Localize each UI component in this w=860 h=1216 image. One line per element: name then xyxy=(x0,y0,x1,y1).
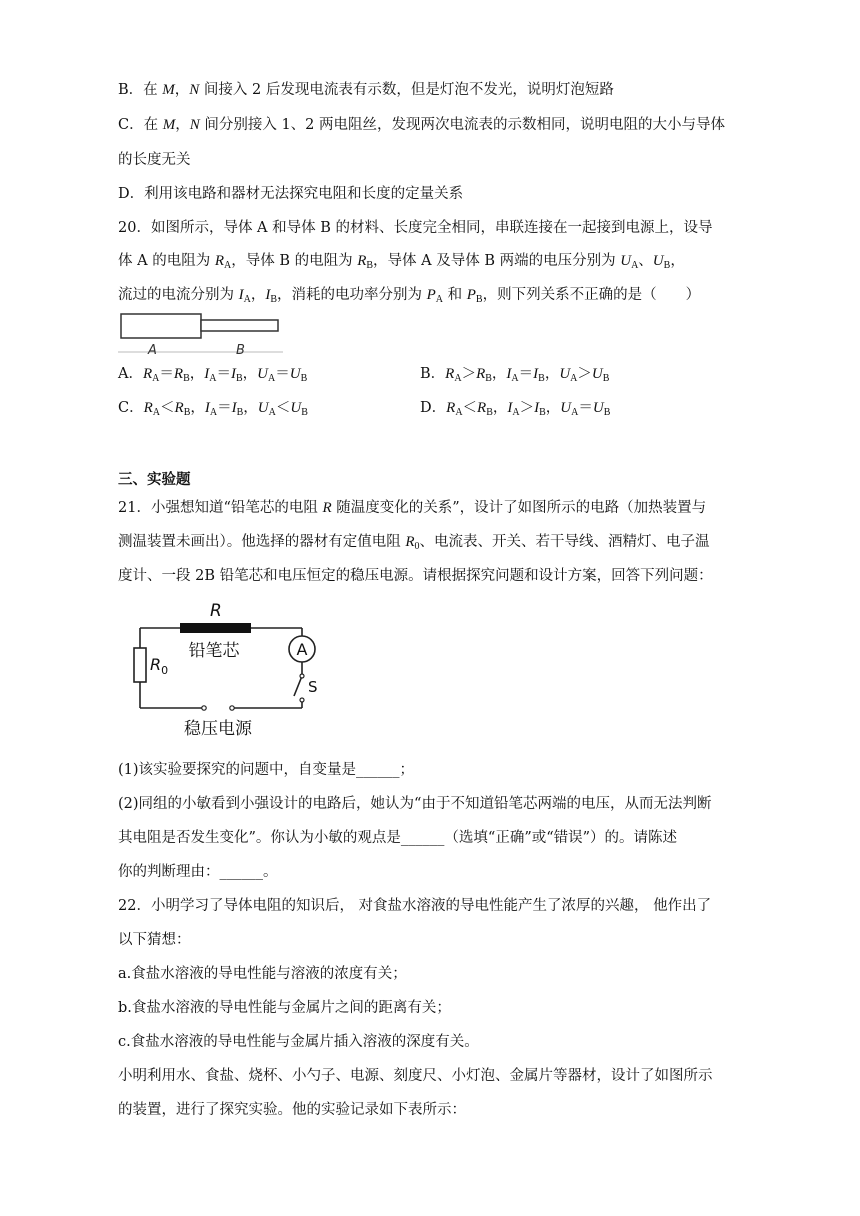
var-N: N xyxy=(189,82,200,98)
label-b: B xyxy=(236,343,245,356)
conductor-figure xyxy=(118,310,283,356)
r-label: R xyxy=(210,601,222,621)
power-label: 稳压电源 xyxy=(184,719,252,739)
q20-option-b: B．$R_A>R_B$，$I_A=I_B$，$U_A>U_B$ xyxy=(420,366,610,384)
q21-subq2-line1: (2)同组的小敏看到小强设计的电路后，她认为“由于不知道铅笔芯两端的电压，从而无法判断 xyxy=(118,796,712,812)
var-N: N xyxy=(189,117,200,133)
q22-guess-c: c.食盐水溶液的导电性能与金属片插入溶液的深度有关。 xyxy=(118,1034,479,1050)
q20-option-a: A．$R_A=R_B$，$I_A=I_B$，$U_A=U_B$ xyxy=(118,366,308,384)
q20-option-d: D．$R_A<R_B$，$I_A>I_B$，$U_A=U_B$ xyxy=(420,400,611,418)
q20-option-c: C．$R_A<R_B$，$I_A=I_B$，$U_A<U_B$ xyxy=(118,400,308,418)
q19-option-d: D．利用该电路和器材无法探究电阻和长度的定量关系 xyxy=(118,186,464,202)
pencil-resistor xyxy=(180,623,251,633)
conductor-a xyxy=(121,314,201,338)
q22-guess-a: a.食盐水溶液的导电性能与溶液的浓度有关； xyxy=(118,966,407,982)
r0-label: $R_0$ xyxy=(150,655,169,677)
q21-subq1: (1)该实验要探究的问题中，自变量是______； xyxy=(118,762,415,778)
q20-stem-line3: 流过的电流分别为 $I_A$，$I_B$，消耗的电功率分别为 $P_A$ 和 $P_B$，则下列关系不正确的是（ ） xyxy=(118,287,701,305)
power-terminal-left xyxy=(202,706,206,710)
q22-stem-line4: 的装置，进行了探究实验。他的实验记录如下表所示： xyxy=(118,1102,466,1118)
ammeter-label: A xyxy=(296,640,308,659)
q21-stem-line3: 度计、一段 2B 铅笔芯和电压恒定的稳压电源。请根据探究问题和设计方案，回答下列问题： xyxy=(118,568,713,584)
q21-subq2-line2: 其电阻是否发生变化”。你认为小敏的观点是______（选填“正确”或“错误”）的。请陈述 xyxy=(118,830,678,846)
q19-option-b: B．在 M，N 间接入 2 后发现电流表有示数，但是灯泡不发光，说明灯泡短路 xyxy=(118,82,614,98)
label-a: A xyxy=(148,343,157,356)
q21-stem-line2: 测温装置未画出）。他选择的器材有定值电阻 $R_0$、电流表、开关、若干导线、酒精灯、电子温 xyxy=(118,534,710,552)
q19-option-c-line1: C．在 M，N 间分别接入 1、2 两电阻丝，发现两次电流表的示数相同，说明电阻的大小与导体 xyxy=(118,117,726,133)
r0-resistor xyxy=(134,648,146,682)
switch-label: S xyxy=(308,678,318,696)
q22-stem-line3: 小明利用水、食盐、烧杯、小勺子、电源、刻度尺、小灯泡、金属片等器材，设计了如图所示 xyxy=(118,1068,713,1084)
q20-stem-line1: 20．如图所示，导体 A 和导体 B 的材料、长度完全相同，串联连接在一起接到电源上，设导 xyxy=(118,220,713,236)
conductor-b xyxy=(201,320,278,331)
circuit-diagram xyxy=(118,596,328,742)
q22-stem-line2: 以下猜想： xyxy=(118,932,191,948)
q22-stem-line1: 22．小明学习了导体电阻的知识后， 对食盐水溶液的导电性能产生了浓厚的兴趣， 他作出了 xyxy=(118,898,712,914)
q21-stem-line1: 21．小强想知道“铅笔芯的电阻 R 随温度变化的关系”，设计了如图所示的电路（加热装置与 xyxy=(118,500,707,516)
var-M: M xyxy=(162,117,176,133)
power-terminal-right xyxy=(230,706,234,710)
q20-stem-line2: 体 A 的电阻为 $R_A$，导体 B 的电阻为 $R_B$，导体 A 及导体 B 两端的电压分别为 $U_A$、$U_B$， xyxy=(118,253,685,271)
q19-option-c-line2: 的长度无关 xyxy=(118,152,191,168)
var-M: M xyxy=(162,82,175,98)
q22-guess-b: b.食盐水溶液的导电性能与金属片之间的距离有关； xyxy=(118,1000,451,1016)
section-title: 三、实验题 xyxy=(118,471,191,488)
q21-subq2-line3: 你的判断理由：______。 xyxy=(118,864,278,880)
pencil-label: 铅笔芯 xyxy=(188,641,240,661)
